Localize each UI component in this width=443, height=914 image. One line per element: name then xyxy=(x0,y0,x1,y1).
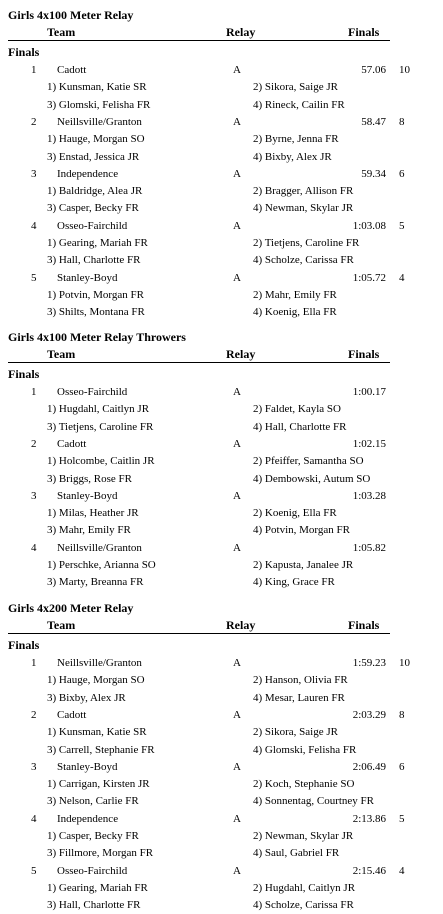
result-relay: A xyxy=(233,167,241,180)
team-column-header: Team xyxy=(47,25,76,39)
relay-member: 1) Gearing, Mariah FR xyxy=(47,237,148,249)
result-team: Stanley-Boyd xyxy=(57,271,118,284)
header-rule xyxy=(8,633,390,634)
result-points: 6 xyxy=(399,760,405,773)
relay-member: 3) Nelson, Carlie FR xyxy=(47,795,139,808)
relay-member: 1) Carrigan, Kirsten JR xyxy=(47,778,150,791)
result-time: 2:06.49 xyxy=(352,760,386,773)
team-column-header: Team xyxy=(47,347,76,361)
header-rule xyxy=(8,362,390,363)
finals-column-header: Finals xyxy=(348,25,380,39)
result-team: Stanley-Boyd xyxy=(57,489,118,502)
relay-member: 1) Casper, Becky FR xyxy=(47,830,139,842)
relay-member: 4) Scholze, Carissa FR xyxy=(253,899,354,912)
relay-member: 2) Byrne, Jenna FR xyxy=(253,133,339,146)
result-points: 10 xyxy=(399,657,410,669)
relay-column-header: Relay xyxy=(226,618,256,632)
result-relay: A xyxy=(233,219,241,232)
round-label: Finals xyxy=(8,367,40,381)
result-place: 1 xyxy=(31,386,37,398)
relay-member: 1) Holcombe, Caitlin JR xyxy=(47,455,155,468)
relay-member: 1) Hauge, Morgan SO xyxy=(47,674,145,687)
result-team: Cadott xyxy=(57,64,87,76)
relay-member: 4) Koenig, Ella FR xyxy=(253,306,337,319)
result-place: 2 xyxy=(31,115,37,128)
result-time: 1:02.15 xyxy=(352,437,386,450)
result-relay: A xyxy=(233,437,241,450)
team-column-header: Team xyxy=(47,618,76,632)
result-place: 2 xyxy=(31,708,37,721)
relay-member: 3) Carrell, Stephanie FR xyxy=(47,743,155,756)
relay-member: 2) Hugdahl, Caitlyn JR xyxy=(253,881,356,894)
result-relay: A xyxy=(233,271,241,284)
round-label: Finals xyxy=(8,45,40,59)
result-time: 2:15.46 xyxy=(352,864,386,877)
finals-column-header: Finals xyxy=(348,618,380,632)
relay-member: 4) Hall, Charlotte FR xyxy=(253,420,347,433)
relay-member: 2) Faldet, Kayla SO xyxy=(253,403,341,416)
relay-member: 1) Hugdahl, Caitlyn JR xyxy=(47,403,150,416)
relay-member: 2) Tietjens, Caroline FR xyxy=(253,237,360,249)
result-team: Cadott xyxy=(57,437,87,450)
relay-member: 1) Gearing, Mariah FR xyxy=(47,881,148,894)
relay-member: 3) Fillmore, Morgan FR xyxy=(47,847,154,860)
relay-member: 2) Bragger, Allison FR xyxy=(253,185,354,198)
relay-member: 1) Potvin, Morgan FR xyxy=(47,288,144,301)
result-time: 1:03.08 xyxy=(352,219,386,232)
result-relay: A xyxy=(233,115,241,128)
result-team: Osseo-Fairchild xyxy=(57,864,128,877)
relay-member: 3) Hall, Charlotte FR xyxy=(47,254,141,267)
relay-member: 2) Mahr, Emily FR xyxy=(253,288,337,301)
relay-member: 4) Newman, Skylar JR xyxy=(253,202,354,215)
result-team: Independence xyxy=(57,167,119,180)
result-relay: A xyxy=(233,64,241,76)
relay-member: 1) Kunsman, Katie SR xyxy=(47,726,147,739)
relay-member: 2) Koenig, Ella FR xyxy=(253,507,337,520)
relay-member: 4) Potvin, Morgan FR xyxy=(253,524,350,537)
result-place: 5 xyxy=(31,271,37,284)
result-place: 2 xyxy=(31,437,37,450)
result-relay: A xyxy=(233,386,241,398)
relay-member: 2) Newman, Skylar JR xyxy=(253,830,354,842)
relay-member: 1) Baldridge, Alea JR xyxy=(47,185,143,198)
result-relay: A xyxy=(233,489,241,502)
relay-member: 1) Milas, Heather JR xyxy=(47,507,139,520)
relay-column-header: Relay xyxy=(226,347,256,361)
relay-member: 3) Casper, Becky FR xyxy=(47,202,139,215)
result-time: 1:00.17 xyxy=(352,386,386,398)
result-points: 5 xyxy=(399,219,405,232)
result-place: 1 xyxy=(31,64,37,76)
relay-member: 1) Hauge, Morgan SO xyxy=(47,133,145,146)
result-team: Neillsville/Granton xyxy=(57,657,142,669)
relay-member: 3) Briggs, Rose FR xyxy=(47,472,132,485)
relay-member: 3) Enstad, Jessica JR xyxy=(47,150,140,163)
result-time: 1:59.23 xyxy=(352,657,386,669)
finals-column-header: Finals xyxy=(348,347,380,361)
result-points: 5 xyxy=(399,812,405,825)
header-rule xyxy=(8,40,390,41)
relay-member: 4) Saul, Gabriel FR xyxy=(253,847,340,860)
result-time: 59.34 xyxy=(361,167,386,180)
result-place: 3 xyxy=(31,167,37,180)
relay-member: 3) Hall, Charlotte FR xyxy=(47,899,141,912)
result-relay: A xyxy=(233,541,241,554)
relay-member: 2) Hanson, Olivia FR xyxy=(253,674,348,687)
result-place: 4 xyxy=(31,812,37,825)
result-time: 1:05.82 xyxy=(352,541,386,554)
relay-member: 4) Bixby, Alex JR xyxy=(253,150,332,163)
result-team: Neillsville/Granton xyxy=(57,541,142,554)
result-place: 5 xyxy=(31,864,37,877)
relay-member: 3) Mahr, Emily FR xyxy=(47,524,131,537)
result-points: 4 xyxy=(399,271,405,284)
result-relay: A xyxy=(233,708,241,721)
relay-member: 4) Glomski, Felisha FR xyxy=(253,743,357,756)
relay-member: 4) Rineck, Cailin FR xyxy=(253,98,345,111)
relay-member: 4) Scholze, Carissa FR xyxy=(253,254,354,267)
result-team: Independence xyxy=(57,812,119,825)
result-points: 8 xyxy=(399,708,405,721)
result-points: 10 xyxy=(399,64,410,76)
result-place: 4 xyxy=(31,541,37,554)
relay-member: 4) King, Grace FR xyxy=(253,576,335,589)
relay-member: 2) Kapusta, Janalee JR xyxy=(253,559,354,571)
result-team: Neillsville/Granton xyxy=(57,115,142,128)
result-time: 1:05.72 xyxy=(352,271,386,284)
relay-member: 2) Sikora, Saige JR xyxy=(253,726,338,739)
result-time: 58.47 xyxy=(361,115,386,128)
relay-member: 2) Koch, Stephanie SO xyxy=(253,778,355,791)
relay-column-header: Relay xyxy=(226,25,256,39)
relay-member: 2) Sikora, Saige JR xyxy=(253,81,338,94)
result-points: 6 xyxy=(399,167,405,180)
result-place: 4 xyxy=(31,219,37,232)
result-relay: A xyxy=(233,864,241,877)
result-time: 57.06 xyxy=(361,64,386,76)
result-team: Osseo-Fairchild xyxy=(57,219,128,232)
result-time: 2:03.29 xyxy=(352,708,386,721)
event-title: Girls 4x200 Meter Relay xyxy=(8,601,134,615)
relay-member: 2) Pfeiffer, Samantha SO xyxy=(253,455,364,468)
relay-member: 3) Tietjens, Caroline FR xyxy=(47,420,154,433)
result-place: 3 xyxy=(31,760,37,773)
relay-member: 1) Perschke, Arianna SO xyxy=(47,559,156,571)
relay-member: 3) Marty, Breanna FR xyxy=(47,576,144,589)
result-team: Osseo-Fairchild xyxy=(57,386,128,398)
result-points: 8 xyxy=(399,115,405,128)
relay-member: 4) Mesar, Lauren FR xyxy=(253,691,345,704)
relay-member: 3) Shilts, Montana FR xyxy=(47,306,145,319)
relay-member: 3) Bixby, Alex JR xyxy=(47,691,126,704)
result-time: 2:13.86 xyxy=(352,812,386,825)
relay-member: 4) Dembowski, Autum SO xyxy=(253,472,371,485)
round-label: Finals xyxy=(8,638,40,652)
result-relay: A xyxy=(233,760,241,773)
relay-member: 1) Kunsman, Katie SR xyxy=(47,81,147,94)
result-points: 4 xyxy=(399,864,405,877)
result-relay: A xyxy=(233,657,241,669)
result-place: 3 xyxy=(31,489,37,502)
result-time: 1:03.28 xyxy=(352,489,386,502)
event-title: Girls 4x100 Meter Relay Throwers xyxy=(8,330,186,344)
result-team: Cadott xyxy=(57,708,87,721)
result-place: 1 xyxy=(31,657,37,669)
result-team: Stanley-Boyd xyxy=(57,760,118,773)
result-relay: A xyxy=(233,812,241,825)
relay-member: 4) Sonnentag, Courtney FR xyxy=(253,795,374,808)
relay-member: 3) Glomski, Felisha FR xyxy=(47,98,151,111)
event-title: Girls 4x100 Meter Relay xyxy=(8,8,134,22)
